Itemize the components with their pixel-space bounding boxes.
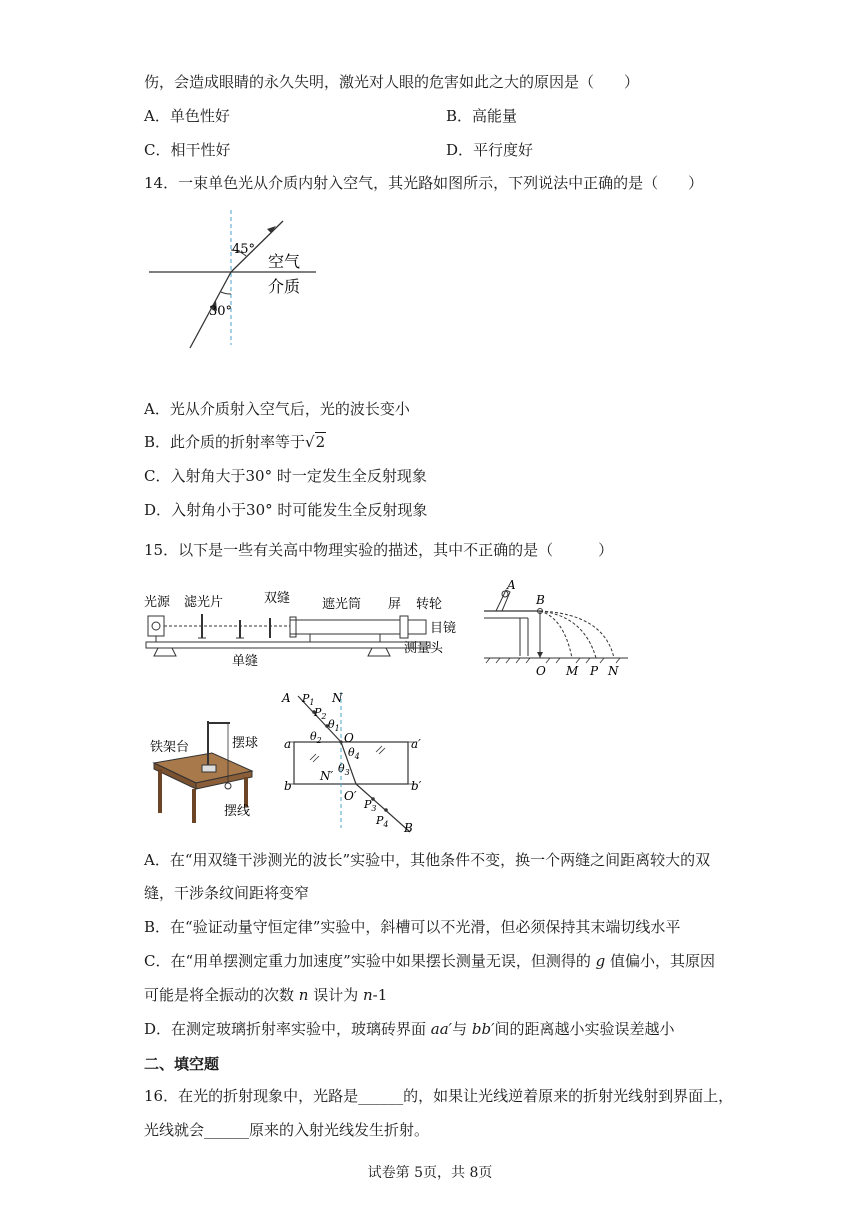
label-measure-head: 测量头	[404, 641, 444, 656]
q15-option-a-line1: A．在“用双缝干涉测光的波长”实验中，其他条件不变，换一个两缝之间距离较大的双	[144, 851, 711, 869]
fig4-label-a: a	[284, 737, 292, 751]
q14-label-air: 空气	[268, 252, 301, 271]
fig4-label-theta2: $\theta_2$	[310, 730, 322, 745]
fig4-label-B: B	[404, 821, 413, 835]
fig2-label-P: P	[590, 664, 599, 678]
fig4-label-theta4: $\theta_4$	[348, 746, 360, 761]
fig4-label-A: A	[282, 691, 291, 705]
fig4-label-Nprime: N′	[320, 769, 334, 783]
q14-option-d: D．入射角小于30° 时可能发生全反射现象	[144, 501, 428, 519]
q16-line2: 光线就会______原来的入射光线发生折射。	[144, 1121, 430, 1139]
q13-option-b: B．高能量	[446, 107, 518, 125]
q15-option-d: D．在测定玻璃折射率实验中，玻璃砖界面 aa′与 bb′间的距离越小实验误差越小	[144, 1020, 675, 1038]
fig2-label-M: M	[566, 664, 579, 678]
fig4-label-theta3: $\theta_3$	[338, 762, 350, 777]
fig4-label-theta1: $\theta_1$	[328, 718, 340, 733]
q14-option-b-text: B．此介质的折射率等于	[144, 433, 306, 451]
page-footer: 试卷第 5页，共 8页	[367, 1165, 493, 1181]
sqrt-radicand: 2	[315, 433, 326, 451]
q14-stem: 14．一束单色光从介质内射入空气，其光路如图所示，下列说法中正确的是（ ）	[144, 174, 704, 192]
q14-label-medium: 介质	[268, 277, 301, 296]
fig4-label-Oprime: O′	[344, 789, 357, 803]
fig3-label-string: 摆线	[224, 804, 251, 819]
label-single-slit: 单缝	[232, 654, 259, 666]
section-title-fill-in: 二、填空题	[144, 1055, 220, 1073]
fig2-label-N: N	[608, 664, 619, 678]
fig4-label-bprime: b′	[411, 779, 422, 793]
q13-option-c: C．相干性好	[144, 141, 231, 159]
fig3-label-ball: 摆球	[232, 736, 259, 751]
label-screen: 屏	[388, 597, 402, 612]
q15-pendulum-figure	[150, 715, 260, 825]
fig2-label-O: O	[536, 664, 546, 678]
fig3-label-stand: 铁架台	[150, 740, 190, 755]
label-wheel: 转轮	[416, 597, 443, 612]
q14-option-a: A．光从介质射入空气后，光的波长变小	[144, 400, 410, 418]
label-hood: 遮光筒	[322, 597, 362, 612]
q14-option-b	[144, 432, 326, 452]
q15-momentum-figure	[480, 578, 640, 678]
label-double-slit: 双缝	[264, 591, 291, 606]
q15-glass-slab-figure	[280, 688, 430, 838]
fig4-label-O: O	[344, 731, 354, 745]
q13-option-d: D．平行度好	[446, 141, 534, 159]
fig4-label-N: N	[332, 691, 343, 705]
q14-angle-30: 30°	[209, 304, 233, 319]
q13-stem: 伤，会造成眼睛的永久失明，激光对人眼的危害如此之大的原因是（ ）	[144, 73, 640, 91]
label-eyepiece: 目镜	[430, 621, 457, 636]
fig2-label-A: A	[507, 578, 516, 592]
q14-refraction-figure	[140, 205, 330, 355]
fig4-label-b: b	[284, 779, 292, 793]
sqrt-symbol: √2	[305, 433, 326, 451]
q15-option-a-line2: 缝，干涉条纹间距将变窄	[144, 884, 310, 902]
q15-option-b: B．在“验证动量守恒定律”实验中，斜槽可以不光滑，但必须保持其末端切线水平	[144, 918, 681, 936]
fig2-label-B: B	[536, 593, 545, 607]
q14-option-c: C．入射角大于30° 时一定发生全反射现象	[144, 467, 427, 485]
q15-stem: 15．以下是一些有关高中物理实验的描述，其中不正确的是（ ）	[144, 541, 614, 559]
q14-angle-45: 45°	[232, 242, 256, 257]
fig4-label-aprime: a′	[411, 737, 421, 751]
q16-line1: 16．在光的折射现象中，光路是______的，如果让光线逆着原来的折射光线射到界面上，	[144, 1087, 734, 1105]
fig4-label-P3: $P_3$	[364, 798, 377, 813]
fig4-label-P4: $P_4$	[376, 814, 389, 829]
q15-option-c-line2: 可能是将全振动的次数 n 误计为 n-1	[144, 986, 388, 1004]
fig4-label-P2: $P_2$	[314, 706, 327, 721]
fig4-label-P1: $P_1$	[302, 692, 315, 707]
q15-option-c-line1: C．在“用单摆测定重力加速度”实验中如果摆长测量无误，但测得的 g 值偏小，其原因	[144, 952, 715, 970]
label-light-source: 光源	[144, 595, 171, 610]
label-filter: 滤光片	[184, 595, 224, 610]
q13-option-a: A．单色性好	[144, 107, 230, 125]
q15-double-slit-figure	[140, 586, 470, 666]
